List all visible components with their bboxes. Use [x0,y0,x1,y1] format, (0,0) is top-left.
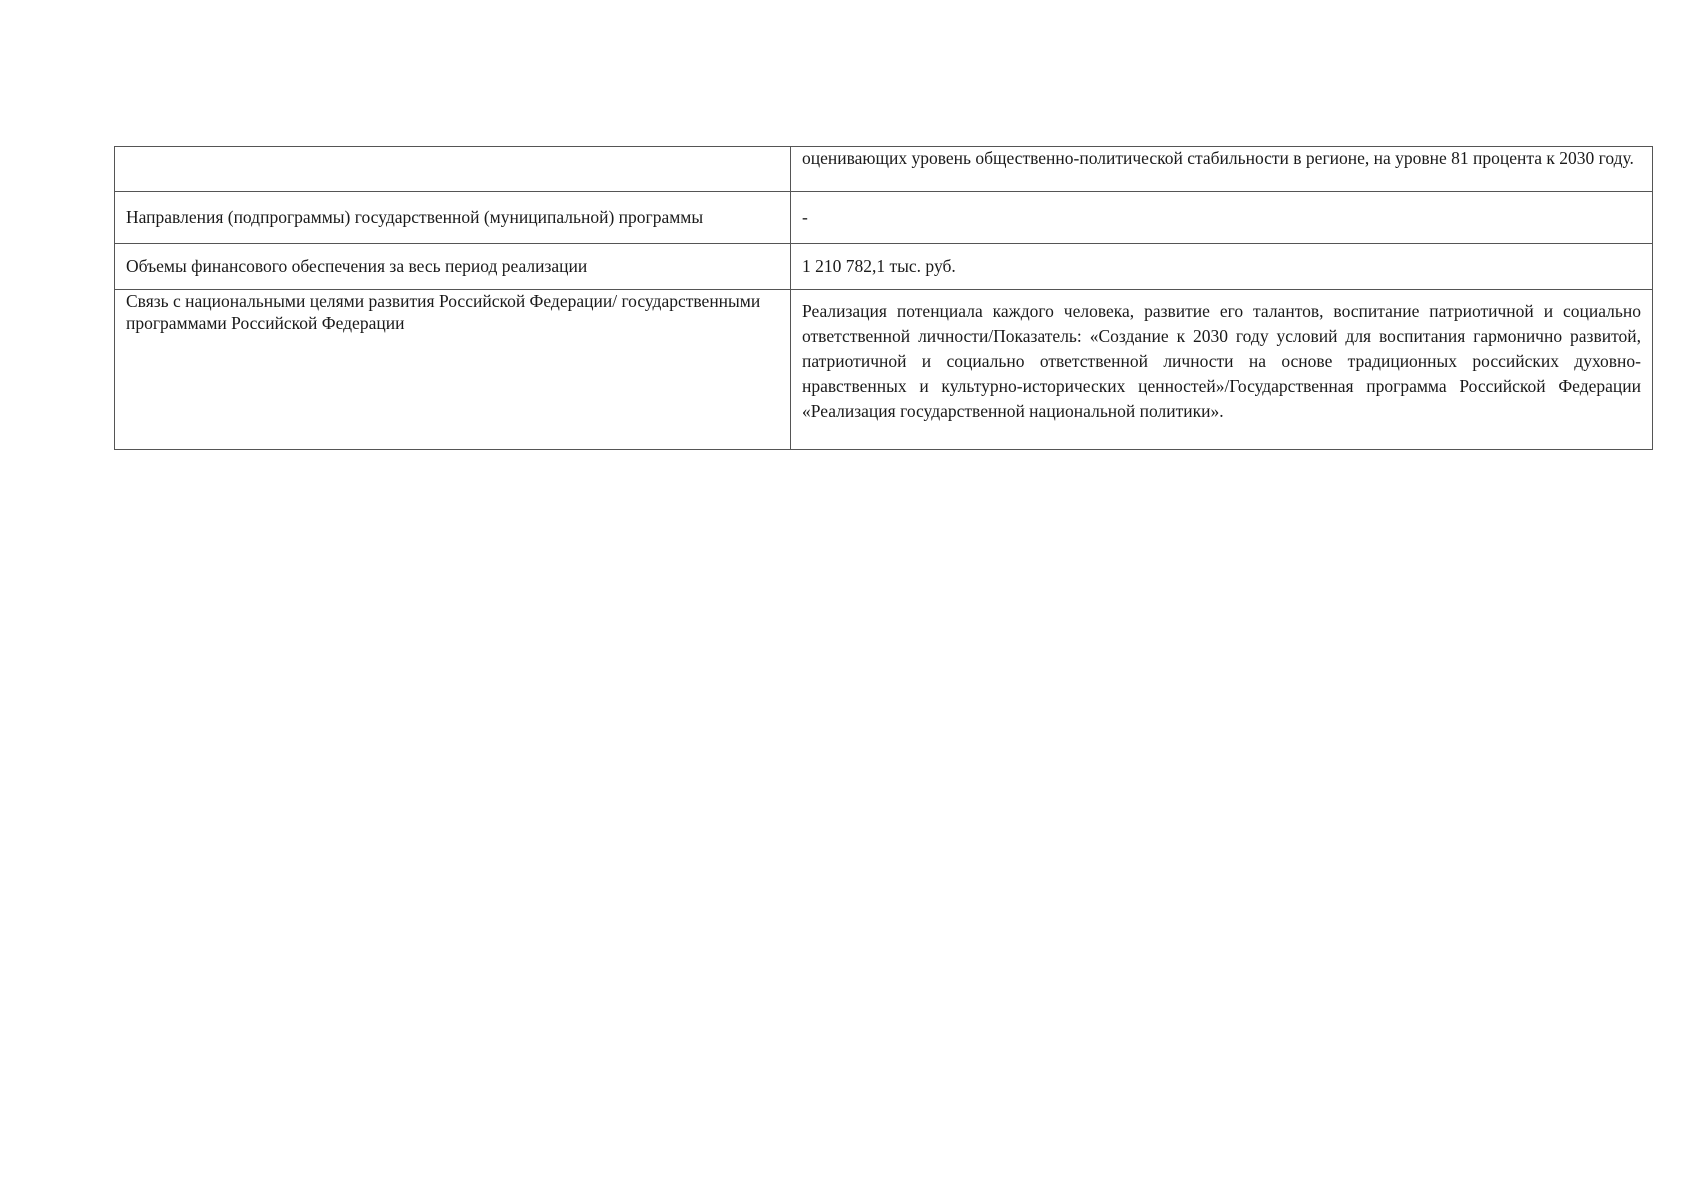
row-value-cell: - [791,192,1653,244]
row-label-cell: Объемы финансового обеспечения за весь период реализации [115,244,791,290]
program-passport-table [114,146,1653,450]
row-label-cell: Связь с национальными целями развития Российской Федерации/ государственными программами Российской Федерации [115,290,791,450]
table-row [115,147,1653,192]
row-value-cell: Реализация потенциала каждого человека, развитие его талантов, воспитание патриотичной и социально ответственной личности/Показатель: «Создание к 2030 году условий для воспитания гармонично развитой, патриотичной и социально ответственной личности на основе традиционных российских духовно-нравственных и культурно-исторических ценностей»/Государственная программа Российской Федерации «Реализация государственной национальной политики». [791,290,1653,450]
row-label-cell: Направления (подпрограммы) государственной (муниципальной) программы [115,192,791,244]
row-label-cell [115,147,791,192]
row-value-cell: 1 210 782,1 тыс. руб. [791,244,1653,290]
table-row [115,192,1653,244]
table-row [115,244,1653,290]
row-value-cell: оценивающих уровень общественно-политической стабильности в регионе, на уровне 81 процента к 2030 году. [791,147,1653,192]
table-row [115,290,1653,450]
